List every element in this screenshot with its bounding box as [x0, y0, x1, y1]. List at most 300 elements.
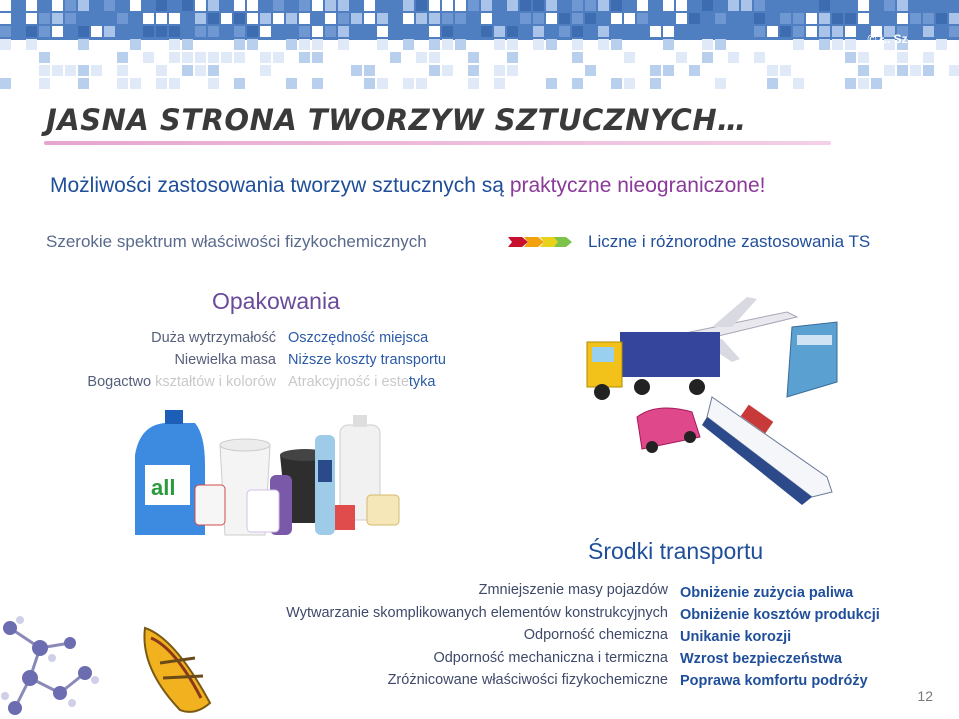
transport-property: Wytwarzanie skomplikowanych elementów konstrukcyjnych — [286, 604, 668, 621]
banner-pixel — [169, 78, 180, 89]
banner-pixel — [468, 78, 479, 89]
banner-pixel — [286, 13, 297, 24]
banner-pixel — [364, 65, 375, 76]
banner-pixel — [377, 39, 388, 50]
subtitle-highlight: praktyczne nieograniczone! — [509, 174, 766, 197]
transport-properties-list — [286, 579, 668, 692]
banner-pixel — [676, 0, 687, 11]
banner-pixel — [715, 0, 726, 11]
banner-pixel — [195, 52, 206, 63]
banner-pixel — [884, 13, 895, 24]
banner-pixel — [897, 65, 908, 76]
banner-pixel — [26, 13, 37, 24]
banner-pixel — [559, 26, 570, 37]
banner-pixel — [806, 26, 817, 37]
banner-pixel — [611, 0, 622, 11]
banner-pixel — [819, 39, 830, 50]
banner-pixel — [78, 13, 89, 24]
banner-pixel — [403, 39, 414, 50]
banner-pixel — [429, 0, 440, 11]
banner-pixel — [221, 52, 232, 63]
banner-pixel — [897, 13, 908, 24]
header-banner — [0, 0, 959, 92]
banner-pixel — [429, 26, 440, 37]
banner-pixel — [260, 65, 271, 76]
banner-pixel — [611, 13, 622, 24]
banner-pixel — [884, 65, 895, 76]
banner-pixel — [728, 52, 739, 63]
banner-pixel — [299, 0, 310, 11]
banner-pixel — [468, 0, 479, 11]
banner-pixel — [195, 65, 206, 76]
banner-pixel — [429, 13, 440, 24]
banner-pixel — [702, 0, 713, 11]
molecule-image — [0, 608, 110, 719]
banner-pixel — [234, 78, 245, 89]
banner-pixel — [845, 39, 856, 50]
banner-pixel — [910, 26, 921, 37]
banner-pixel — [871, 78, 882, 89]
banner-pixel — [247, 39, 258, 50]
banner-pixel — [481, 26, 492, 37]
banner-pixel — [923, 52, 934, 63]
banner-pixel — [221, 13, 232, 24]
banner-pixel — [754, 0, 765, 11]
banner-pixel — [338, 39, 349, 50]
banner-pixel — [702, 52, 713, 63]
banner-pixel — [650, 0, 661, 11]
banner-pixel — [208, 52, 219, 63]
banner-pixel — [624, 52, 635, 63]
vehicles-image — [582, 287, 840, 512]
banner-pixel — [572, 0, 583, 11]
banner-pixel — [416, 78, 427, 89]
banner-pixel — [377, 26, 388, 37]
banner-pixel — [793, 39, 804, 50]
banner-pixel — [455, 0, 466, 11]
transport-property: Odporność mechaniczna i termiczna — [433, 649, 668, 666]
banner-pixel — [715, 13, 726, 24]
banner-pixel — [793, 13, 804, 24]
banner-pixel — [117, 0, 128, 11]
banner-pixel — [273, 52, 284, 63]
banner-pixel — [130, 78, 141, 89]
banner-pixel — [312, 26, 323, 37]
banner-pixel — [845, 52, 856, 63]
banner-pixel — [728, 0, 739, 11]
banner-pixel — [923, 65, 934, 76]
banner-pixel — [208, 26, 219, 37]
banner-pixel — [572, 26, 583, 37]
banner-pixel — [949, 13, 959, 24]
banner-pixel — [325, 13, 336, 24]
banner-pixel — [663, 0, 674, 11]
banner-pixel — [741, 0, 752, 11]
banner-pixel — [403, 78, 414, 89]
banner-pixel — [312, 78, 323, 89]
banner-pixel — [546, 39, 557, 50]
packaging-benefit: Atrakcyjność i estetyka — [288, 374, 436, 390]
packaging-property: Duża wytrzymałość — [151, 330, 276, 346]
banner-pixel — [208, 65, 219, 76]
banner-pixel — [234, 0, 245, 11]
banner-pixel — [130, 0, 141, 11]
banner-pixel — [286, 78, 297, 89]
banner-pixel — [429, 65, 440, 76]
banner-pixel — [533, 39, 544, 50]
banner-pixel — [494, 65, 505, 76]
banner-pixel — [0, 78, 11, 89]
banner-pixel — [208, 0, 219, 11]
banner-pixel — [650, 78, 661, 89]
banner-pixel — [858, 65, 869, 76]
banner-pixel — [169, 39, 180, 50]
banner-pixel — [195, 26, 206, 37]
banner-pixel — [442, 13, 453, 24]
transport-property: Zróżnicowane właściwości fizykochemiczne — [387, 672, 668, 688]
banner-pixel — [585, 65, 596, 76]
banner-pixel — [234, 13, 245, 24]
banner-pixel — [663, 65, 674, 76]
banner-pixel — [195, 0, 206, 11]
banner-pixel — [819, 26, 830, 37]
transport-property: Zmniejszenie masy pojazdów — [478, 582, 668, 598]
banner-pixel — [117, 78, 128, 89]
banner-pixel — [793, 78, 804, 89]
banner-pixel — [780, 26, 791, 37]
banner-pixel — [39, 65, 50, 76]
banner-pixel — [442, 65, 453, 76]
banner-pixel — [403, 26, 414, 37]
banner-pixel — [117, 65, 128, 76]
banner-pixel — [884, 0, 895, 11]
banner-pixel — [559, 13, 570, 24]
banner-pixel — [260, 52, 271, 63]
transport-benefit: Poprawa komfortu podróży — [680, 673, 868, 689]
transport-benefit: Wzrost bezpieczeństwa — [680, 651, 842, 667]
banner-pixel — [0, 39, 11, 50]
banner-pixel — [91, 26, 102, 37]
banner-pixel — [416, 52, 427, 63]
banner-pixel — [286, 26, 297, 37]
banner-pixel — [26, 39, 37, 50]
banner-pixel — [208, 78, 219, 89]
banner-pixel — [13, 26, 24, 37]
banner-pixel — [91, 65, 102, 76]
banner-pixel — [0, 13, 11, 24]
banner-pixel — [338, 26, 349, 37]
banner-pixel — [767, 0, 778, 11]
banner-pixel — [247, 13, 258, 24]
banner-pixel — [39, 26, 50, 37]
banner-pixel — [0, 0, 11, 11]
banner-pixel — [78, 0, 89, 11]
banner-pixel — [598, 39, 609, 50]
banner-pixel — [715, 78, 726, 89]
banner-pixel — [156, 26, 167, 37]
banner-pixel — [195, 13, 206, 24]
banner-pixel — [156, 78, 167, 89]
banner-pixel — [611, 39, 622, 50]
banner-pixel — [299, 26, 310, 37]
banner-pixel — [507, 52, 518, 63]
banner-pixel — [26, 0, 37, 11]
banner-pixel — [390, 52, 401, 63]
subtitle-text: Możliwości zastosowania tworzyw sztucznych są — [50, 174, 510, 197]
banner-pixel — [507, 39, 518, 50]
banner-pixel — [858, 52, 869, 63]
banner-pixel — [117, 13, 128, 24]
banner-pixel — [52, 13, 63, 24]
banner-pixel — [702, 39, 713, 50]
title-underline — [44, 141, 831, 145]
banner-pixel — [416, 0, 427, 11]
banner-pixel — [520, 0, 531, 11]
banner-pixel — [663, 26, 674, 37]
banner-pixel — [351, 65, 362, 76]
banner-pixel — [845, 0, 856, 11]
banner-pixel — [234, 39, 245, 50]
banner-pixel — [832, 26, 843, 37]
banner-pixel — [546, 0, 557, 11]
banner-pixel — [143, 13, 154, 24]
banner-pixel — [650, 26, 661, 37]
banner-pixel — [208, 13, 219, 24]
banner-pixel — [663, 39, 674, 50]
banner-pixel — [533, 13, 544, 24]
banner-pixel — [923, 26, 934, 37]
banner-pixel — [78, 39, 89, 50]
banner-pixel — [260, 26, 271, 37]
banner-pixel — [182, 39, 193, 50]
banner-pixel — [78, 65, 89, 76]
banner-pixel — [507, 0, 518, 11]
banner-pixel — [442, 26, 453, 37]
banner-pixel — [182, 26, 193, 37]
banner-pixel — [832, 13, 843, 24]
banner-pixel — [507, 65, 518, 76]
banner-pixel — [78, 26, 89, 37]
banner-pixel — [468, 52, 479, 63]
banner-pixel — [728, 13, 739, 24]
banner-pixel — [936, 39, 947, 50]
banner-pixel — [624, 26, 635, 37]
banner-pixel — [858, 78, 869, 89]
banner-pixel — [949, 0, 959, 11]
banner-pixel — [455, 39, 466, 50]
banner-pixel — [715, 39, 726, 50]
banner-pixel — [169, 26, 180, 37]
banner-pixel — [780, 65, 791, 76]
banner-pixel — [0, 26, 11, 37]
banner-pixel — [234, 52, 245, 63]
banner-pixel — [442, 0, 453, 11]
banner-pixel — [832, 0, 843, 11]
banner-pixel — [39, 78, 50, 89]
banner-pixel — [845, 13, 856, 24]
banner-pixel — [91, 13, 102, 24]
banner-pixel — [455, 26, 466, 37]
banner-pixel — [637, 0, 648, 11]
banner-pixel — [611, 78, 622, 89]
banner-pixel — [559, 0, 570, 11]
banner-pixel — [858, 0, 869, 11]
banner-pixel — [182, 13, 193, 24]
banner-pixel — [416, 13, 427, 24]
banner-pixel — [351, 13, 362, 24]
banner-pixel — [533, 26, 544, 37]
banner-pixel — [221, 0, 232, 11]
banner-pixel — [65, 13, 76, 24]
banner-pixel — [598, 13, 609, 24]
boat-image — [135, 618, 220, 718]
banner-pixel — [351, 0, 362, 11]
banner-pixel — [676, 26, 687, 37]
banner-pixel — [130, 39, 141, 50]
banner-pixel — [169, 52, 180, 63]
banner-pixel — [598, 26, 609, 37]
arrows-icon — [508, 235, 572, 249]
banner-pixel — [65, 65, 76, 76]
banner-pixel — [39, 52, 50, 63]
packaging-property: Bogactwo kształtów i kolorów — [87, 374, 276, 390]
copyright-label: © Ł. Sz. — [867, 32, 911, 46]
banner-pixel — [624, 78, 635, 89]
banner-pixel — [754, 52, 765, 63]
banner-pixel — [923, 0, 934, 11]
banner-pixel — [481, 13, 492, 24]
banner-pixel — [338, 0, 349, 11]
applications-text: Liczne i różnorodne zastosowania TS — [588, 232, 871, 251]
banner-pixel — [247, 0, 258, 11]
banner-pixel — [637, 13, 648, 24]
banner-pixel — [234, 26, 245, 37]
transport-benefit: Obniżenie zużycia paliwa — [680, 585, 854, 601]
packaging-benefits-list — [288, 327, 446, 393]
banner-pixel — [689, 13, 700, 24]
banner-pixel — [481, 0, 492, 11]
banner-pixel — [819, 0, 830, 11]
banner-pixel — [325, 26, 336, 37]
banner-pixel — [572, 78, 583, 89]
packaging-heading: Opakowania — [212, 288, 340, 314]
banner-pixel — [377, 78, 388, 89]
banner-pixel — [39, 13, 50, 24]
transport-heading: Środki transportu — [588, 538, 764, 564]
spectrum-text: Szerokie spektrum właściwości fizykochemicznych — [46, 232, 427, 251]
banner-pixel — [65, 26, 76, 37]
banner-pixel — [429, 39, 440, 50]
packaging-benefit: Niższe koszty transportu — [288, 352, 446, 368]
banner-pixel — [260, 0, 271, 11]
banner-pixel — [572, 39, 583, 50]
banner-pixel — [273, 0, 284, 11]
banner-pixel — [676, 52, 687, 63]
banner-pixel — [572, 52, 583, 63]
banner-pixel — [494, 78, 505, 89]
banner-pixel — [832, 39, 843, 50]
banner-pixel — [117, 52, 128, 63]
banner-pixel — [52, 0, 63, 11]
banner-pixel — [442, 39, 453, 50]
banner-pixel — [78, 78, 89, 89]
banner-pixel — [910, 65, 921, 76]
banner-pixel — [169, 13, 180, 24]
banner-pixel — [299, 13, 310, 24]
banner-pixel — [52, 65, 63, 76]
plastic-containers-image — [135, 405, 405, 550]
banner-pixel — [338, 13, 349, 24]
banner-pixel — [182, 52, 193, 63]
banner-pixel — [754, 13, 765, 24]
banner-pixel — [806, 13, 817, 24]
banner-pixel — [572, 13, 583, 24]
banner-pixel — [364, 0, 375, 11]
banner-pixel — [819, 13, 830, 24]
banner-pixel — [156, 65, 167, 76]
banner-pixel — [689, 65, 700, 76]
banner-pixel — [767, 26, 778, 37]
banner-pixel — [793, 26, 804, 37]
banner-pixel — [312, 39, 323, 50]
banner-pixel — [585, 26, 596, 37]
banner-pixel — [767, 78, 778, 89]
packaging-benefit: Oszczędność miejsca — [288, 330, 429, 346]
banner-pixel — [312, 52, 323, 63]
banner-pixel — [936, 0, 947, 11]
banner-pixel — [286, 39, 297, 50]
packaging-properties-list — [87, 327, 276, 393]
banner-pixel — [650, 65, 661, 76]
banner-pixel — [364, 13, 375, 24]
banner-pixel — [598, 0, 609, 11]
banner-pixel — [117, 26, 128, 37]
banner-pixel — [845, 26, 856, 37]
banner-pixel — [182, 65, 193, 76]
banner-pixel — [494, 39, 505, 50]
banner-pixel — [754, 26, 765, 37]
slide-title: JASNA STRONA TWORZYW SZTUCZNYCH… — [46, 103, 747, 137]
banner-pixel — [299, 39, 310, 50]
banner-pixel — [585, 13, 596, 24]
banner-pixel — [455, 13, 466, 24]
banner-pixel — [520, 13, 531, 24]
banner-pixel — [377, 13, 388, 24]
banner-pixel — [585, 0, 596, 11]
banner-pixel — [26, 26, 37, 37]
banner-pixel — [156, 0, 167, 11]
banner-pixel — [65, 0, 76, 11]
banner-pixel — [325, 0, 336, 11]
banner-pixel — [299, 52, 310, 63]
banner-pixel — [351, 26, 362, 37]
banner-pixel — [364, 78, 375, 89]
svg-text:all: all — [151, 475, 176, 500]
banner-pixel — [910, 13, 921, 24]
banner-pixel — [403, 0, 414, 11]
banner-pixel — [689, 26, 700, 37]
banner-pixel — [143, 52, 154, 63]
transport-benefits-list — [680, 582, 880, 692]
banner-pixel — [429, 52, 440, 63]
banner-pixel — [546, 13, 557, 24]
banner-pixel — [897, 0, 908, 11]
banner-pixel — [689, 0, 700, 11]
slide-subtitle — [50, 174, 765, 198]
banner-pixel — [676, 13, 687, 24]
banner-pixel — [780, 13, 791, 24]
banner-pixel — [507, 13, 518, 24]
